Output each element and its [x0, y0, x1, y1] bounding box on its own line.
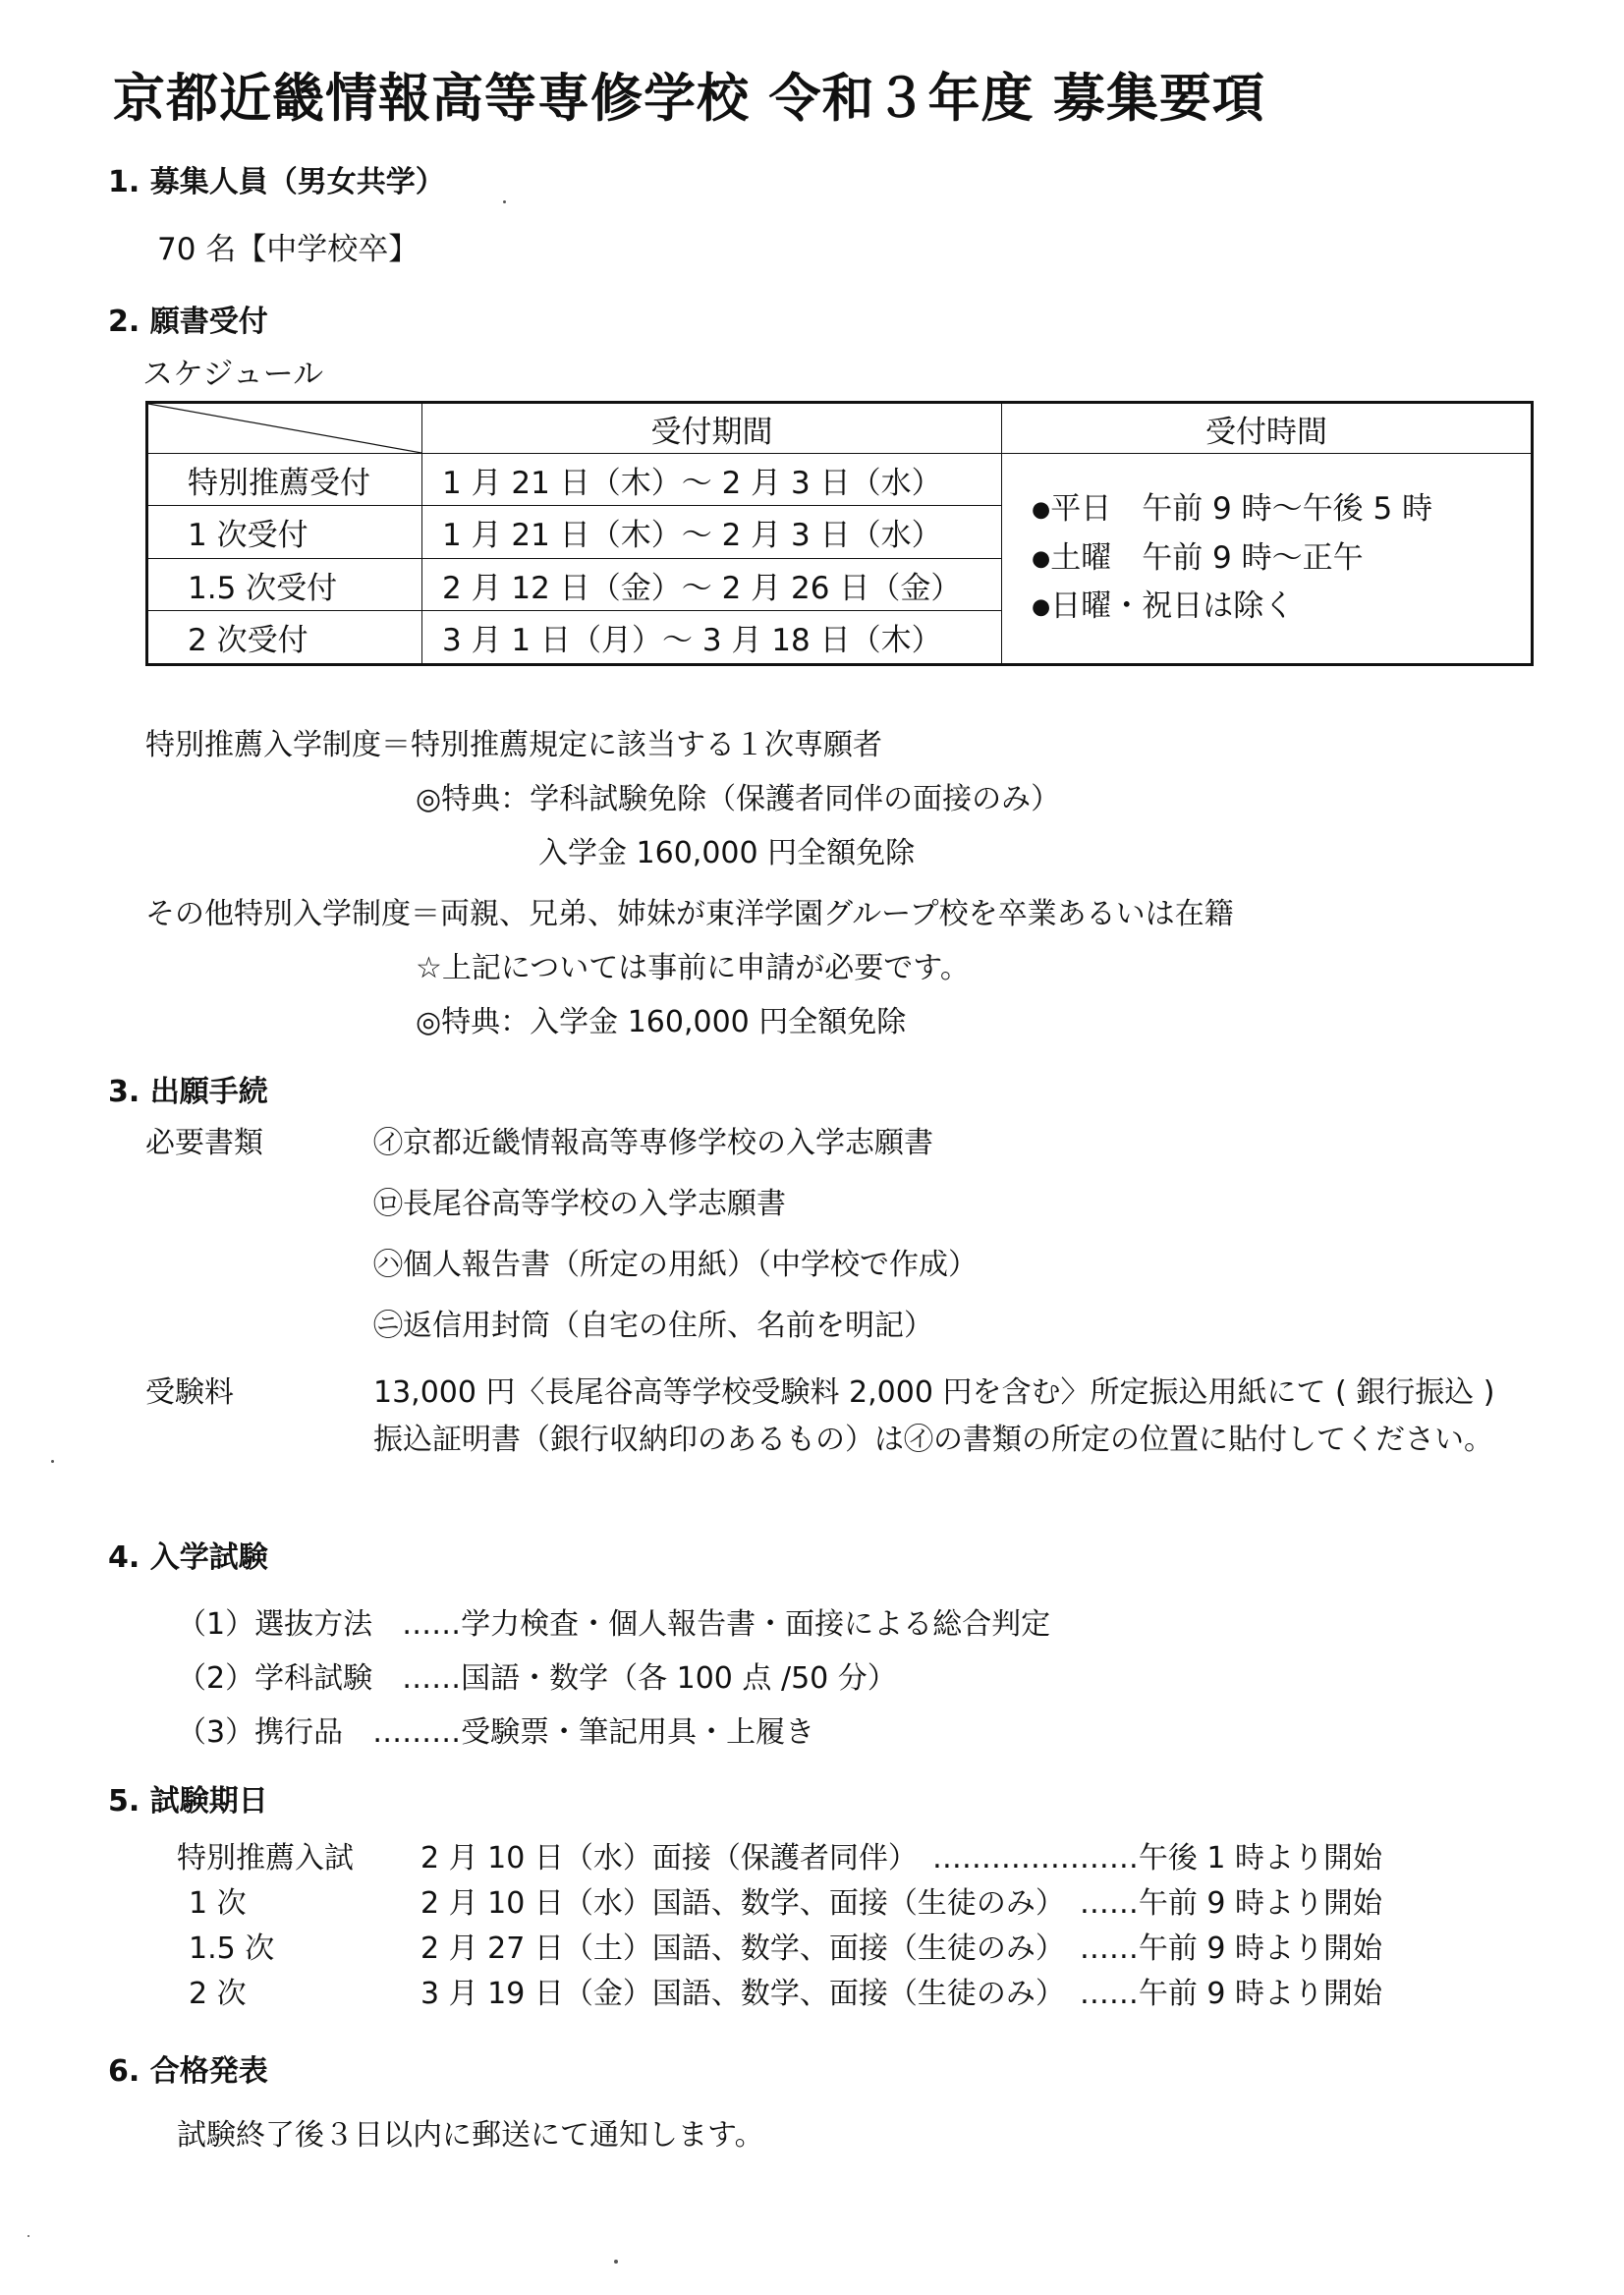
row-label: 1 次受付 — [147, 506, 422, 558]
date-row-detail: 3 月 19 日（金）国語、数学、面接（生徒のみ） ……午前 9 時より開始 — [420, 1977, 1383, 2011]
result-text: 試験終了後３日以内に郵送にて通知します。 — [177, 2118, 764, 2153]
fee-text: 13,000 円〈長尾谷高等学校受験料 2,000 円を含む〉所定振込用紙にて ( 銀行振込 ) — [373, 1375, 1495, 1410]
bullet-icon: ● — [1032, 497, 1051, 523]
special-admission-2: その他特別入学制度＝両親、兄弟、姉妹が東洋学園グループ校を卒業あるいは在籍 — [145, 897, 1234, 931]
section-4-heading: 4. 入学試験 — [108, 1540, 268, 1575]
scan-speck — [28, 2235, 29, 2237]
special-benefit-1: ◎特典：学科試験免除（保護者同伴の面接のみ） — [416, 782, 1061, 816]
row-label: 特別推薦受付 — [147, 454, 422, 506]
col-hours-header: 受付時間 — [1002, 403, 1533, 454]
row-period: 1 月 21 日（木）～ 2 月 3 日（水） — [422, 454, 1002, 506]
date-row-label: 2 次 — [189, 1977, 247, 2011]
hours-line: ●土曜 午前 9 時～正午 — [1032, 539, 1364, 576]
special-admission-1: 特別推薦入学制度＝特別推薦規定に該当する１次専願者 — [145, 728, 882, 762]
capacity-text: 70 名【中学校卒】 — [157, 232, 420, 267]
bullet-icon: ● — [1032, 546, 1051, 572]
hours-line: ●平日 午前 9 時～午後 5 時 — [1032, 491, 1433, 528]
date-row-detail: 2 月 10 日（水）面接（保護者同伴） …………………午後 1 時より開始 — [420, 1841, 1383, 1875]
diagonal-corner-cell — [147, 403, 422, 454]
col-period-header: 受付期間 — [422, 403, 1002, 454]
section-5-heading: 5. 試験期日 — [108, 1784, 268, 1819]
row-period: 1 月 21 日（木）～ 2 月 3 日（水） — [422, 506, 1002, 558]
section-1-heading: 1. 募集人員（男女共学） — [108, 165, 445, 199]
row-label: 1.5 次受付 — [147, 558, 422, 610]
date-row-label: 特別推薦入試 — [177, 1841, 354, 1875]
scan-speck — [614, 2260, 618, 2264]
exam-item: （3）携行品 ………受験票・筆記用具・上履き — [177, 1715, 815, 1750]
page-title: 京都近畿情報高等専修学校 令和３年度 募集要項 — [113, 69, 1265, 129]
hours-line: ●日曜・祝日は除く — [1032, 588, 1295, 625]
bullet-icon: ● — [1032, 594, 1051, 620]
doc-item: ㋥返信用封筒（自宅の住所、名前を明記） — [373, 1309, 933, 1343]
special-benefit-1b: 入学金 160,000 円全額免除 — [538, 836, 916, 870]
row-period: 3 月 1 日（月）～ 3 月 18 日（木） — [422, 611, 1002, 665]
section-6-heading: 6. 合格発表 — [108, 2054, 268, 2089]
special-note: ☆上記については事前に申請が必要です。 — [416, 951, 970, 985]
scan-speck — [503, 200, 506, 203]
scan-speck — [51, 1460, 54, 1463]
section-3-heading: 3. 出願手続 — [108, 1075, 268, 1109]
exam-item: （1）選抜方法 ……学力検査・個人報告書・面接による総合判定 — [177, 1607, 1051, 1642]
date-row-label: 1.5 次 — [189, 1931, 275, 1966]
row-label: 2 次受付 — [147, 611, 422, 665]
required-docs-label: 必要書類 — [145, 1126, 263, 1160]
row-period: 2 月 12 日（金）～ 2 月 26 日（金） — [422, 558, 1002, 610]
schedule-label: スケジュール — [142, 357, 324, 392]
section-2-heading: 2. 願書受付 — [108, 305, 268, 339]
schedule-table — [145, 401, 1534, 666]
table-row — [147, 454, 1533, 506]
reception-hours-cell — [1002, 454, 1533, 665]
date-row-label: 1 次 — [189, 1886, 247, 1921]
fee-label: 受験料 — [145, 1375, 234, 1410]
table-header-row — [147, 403, 1533, 454]
doc-item: ㋑京都近畿情報高等専修学校の入学志願書 — [373, 1126, 933, 1160]
doc-item: ㋺長尾谷高等学校の入学志願書 — [373, 1187, 786, 1221]
doc-item: ㋩個人報告書（所定の用紙）（中学校で作成） — [373, 1248, 978, 1282]
exam-item: （2）学科試験 ……国語・数学（各 100 点 /50 分） — [177, 1661, 897, 1696]
date-row-detail: 2 月 27 日（土）国語、数学、面接（生徒のみ） ……午前 9 時より開始 — [420, 1931, 1383, 1966]
date-row-detail: 2 月 10 日（水）国語、数学、面接（生徒のみ） ……午前 9 時より開始 — [420, 1886, 1383, 1921]
special-benefit-2: ◎特典：入学金 160,000 円全額免除 — [416, 1005, 907, 1039]
fee-note: 振込証明書（銀行収納印のあるもの）は㋑の書類の所定の位置に貼付してください。 — [373, 1423, 1493, 1457]
